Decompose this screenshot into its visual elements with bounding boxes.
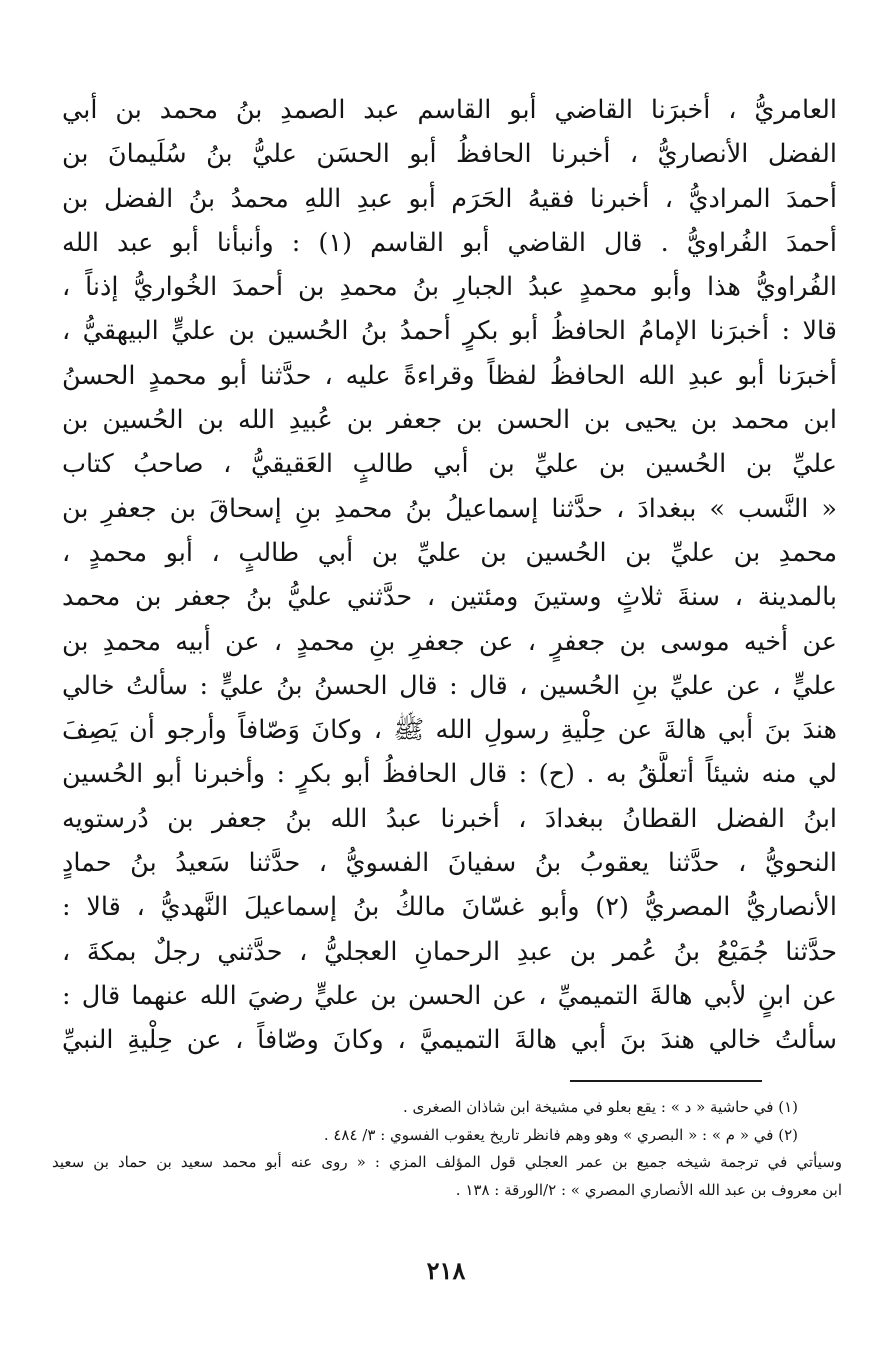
footnote-continuation: وسيأتي في ترجمة شيخه جميع بن عمر العجلي قول المؤلف المزي : « روى عنه أبو محمد سعيد بن حماد بن سعيد xyxy=(52,1153,842,1171)
text-line: هندَ بنَ أبي هالةَ عن حِلْيةِ رسولِ الله ﷺ ، وكانَ وَصّافاً وأرجو أن يَصِفَ xyxy=(62,715,837,746)
main-text-block xyxy=(62,88,837,1063)
text-line: ابن محمد بن يحيى بن الحسن بن جعفر بن عُبيدِ الله بن الحُسين بن xyxy=(62,405,837,436)
text-line: لي منه شيئاً أتعلَّقُ به . (ح) : قال الحافظُ أبو بكرٍ : وأخبرنا أبو الحُسين xyxy=(62,759,837,790)
text-line: بالمدينة ، سنةَ ثلاثٍ وستينَ ومئتين ، حدَّثني عليُّ بنُ جعفر بن محمد xyxy=(62,582,837,613)
text-line: العامريُّ ، أخبرَنا القاضي أبو القاسم عبد الصمدِ بنُ محمد بن أبي xyxy=(62,95,837,125)
text-line: قالا : أخبرَنا الإمامُ الحافظُ أبو بكرٍ أحمدُ بنُ الحُسين بن عليٍّ البيهقيُّ ، xyxy=(62,316,837,347)
footnotes xyxy=(52,1094,842,1204)
text-line: سألتُ خالي هندَ بنَ أبي هالةَ التميميَّ ، وكانَ وصّافاً ، عن حِلْيةِ النبيِّ xyxy=(62,1025,837,1056)
text-line: عن ابنٍ لأبي هالةَ التميميِّ ، عن الحسن بن عليٍّ رضيَ الله عنهما قال : xyxy=(62,980,837,1011)
text-line: حدَّثنا جُمَيْعُ بنُ عُمر بن عبدِ الرحمانِ العجليُّ ، حدَّثني رجلٌ بمكةَ ، xyxy=(62,936,837,967)
footnote-1: (١) في حاشية « د » : يقع بعلو في مشيخة ابن شاذان الصغرى . xyxy=(402,1098,798,1116)
text-line: عليٍّ ، عن عليِّ بنِ الحُسين ، قال : قال الحسنُ بنُ عليٍّ : سألتُ خالي xyxy=(62,670,837,701)
text-line: الأنصاريُّ المصريُّ (٢) وأبو غسّانَ مالكُ بنُ إسماعيلَ النَّهديُّ ، قالا : xyxy=(62,892,837,923)
footnote-separator xyxy=(570,1080,762,1082)
text-line: عليِّ بن الحُسين بن عليِّ بن أبي طالبٍ العَقيقيُّ ، صاحبُ كتاب xyxy=(62,449,837,480)
text-line: ابنُ الفضل القطانُ ببغدادَ ، أخبرنا عبدُ الله بنُ جعفر بن دُرستويه xyxy=(62,803,837,834)
text-line: أحمدَ المراديُّ ، أخبرنا فقيهُ الحَرَم أبو عبدِ اللهِ محمدُ بنُ الفضل بن xyxy=(62,183,837,214)
text-line: أخبرَنا أبو عبدِ الله الحافظُ لفظاً وقراءةً عليه ، حدَّثنا أبو محمدٍ الحسنُ xyxy=(62,360,837,391)
footnote-2: (٢) في « م » : « البصري » وهو وهم فانظر تاريخ يعقوب الفسوي : ٣/ ٤٨٤ . xyxy=(323,1125,798,1144)
text-line: أحمدَ الفُراويُّ . قال القاضي أبو القاسم (١) : وأنبأنا أبو عبد الله xyxy=(62,227,837,258)
footnote-continuation: ابن معروف بن عبد الله الأنصاري المصري » : ٢/الورقة : ١٣٨ . xyxy=(455,1180,842,1199)
text-line: النحويُّ ، حدَّثنا يعقوبُ بنُ سفيانَ الفسويُّ ، حدَّثنا سَعيدُ بنُ حمادٍ xyxy=(62,848,837,879)
text-line: عن أخيه موسى بن جعفرٍ ، عن جعفرِ بنِ محمدٍ ، عن أبيه محمدِ بن xyxy=(62,626,837,657)
text-line: الفضل الأنصاريُّ ، أخبرنا الحافظُ أبو الحسَن عليُّ بنُ سُلَيمانَ بن xyxy=(62,139,837,170)
text-line: الفُراويُّ هذا وأبو محمدٍ عبدُ الجبارِ بنُ محمدِ بن أحمدَ الخُواريُّ إذناً ، xyxy=(62,272,837,303)
page-number: ٢١٨ xyxy=(426,1256,466,1285)
text-line: محمدِ بن عليِّ بن الحُسين بن عليِّ بن أبي طالبٍ ، أبو محمدٍ ، xyxy=(62,537,837,568)
text-line: « النَّسب » ببغدادَ ، حدَّثنا إسماعيلُ بنُ محمدِ بنِ إسحاقَ بن جعفرِ بن xyxy=(62,493,837,524)
